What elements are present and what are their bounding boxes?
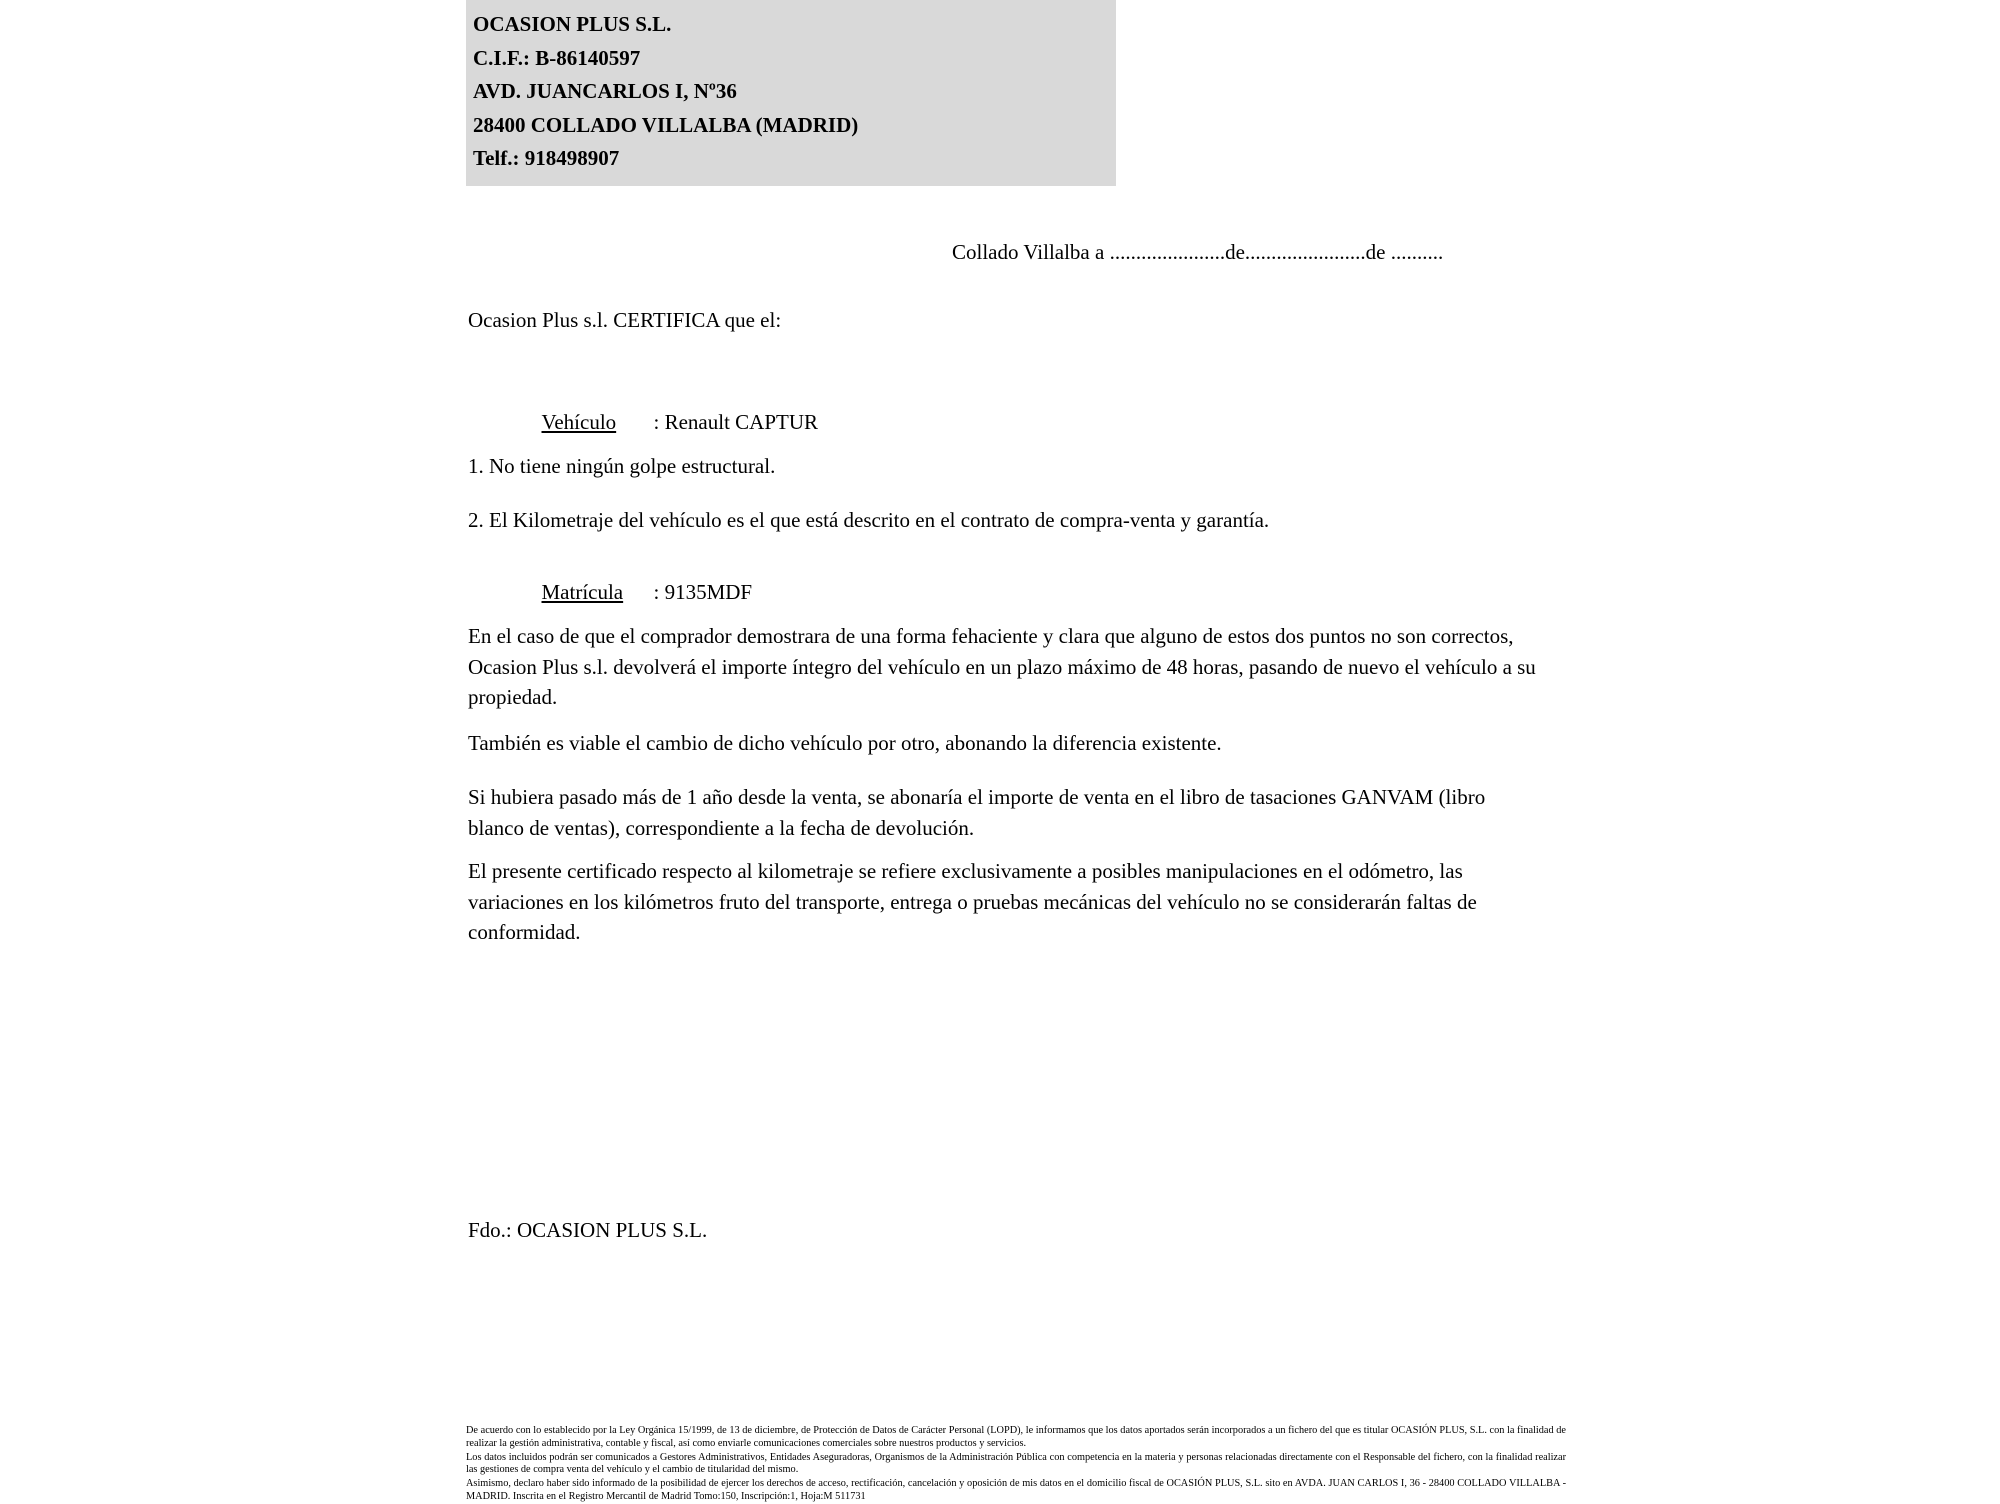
body-paragraph-3: Si hubiera pasado más de 1 año desde la venta, se abonaría el importe de venta en el libro de tasaciones GANVAM (libro blanco de ventas), correspondiente a la fecha de devolución. — [468, 785, 1486, 840]
vehicle-label: Vehículo — [541, 410, 617, 434]
company-phone: Telf.: 918498907 — [473, 146, 620, 170]
legal-footnote — [466, 1425, 1566, 1504]
vehicle-row — [468, 337, 818, 507]
company-cif: C.I.F.: B-86140597 — [473, 45, 641, 70]
point-item-2: 2. El Kilometraje del vehículo es el que está descrito en el contrato de compra-venta y garantía. — [468, 508, 1270, 532]
date-line: Collado Villalba a ......................de.......................de .......... — [952, 240, 1444, 264]
plate-value: : 9135MDF — [653, 580, 753, 604]
company-name: OCASION PLUS S.L. — [473, 12, 672, 36]
legal-line-1: De acuerdo con lo establecido por la Ley Orgánica 15/1999, de 13 de diciembre, de Protección de Datos de Carácter Personal (LOPD), le informamos que los datos aportados serán incorporados a un fichero del que es titular OCASIÓN PLUS, S.L. con la finalidad de realizar la gestión administrativa, contable y fiscal, así como enviarle comunicaciones comerciales sobre nuestros productos y servicios. — [466, 1425, 1566, 1449]
vehicle-value: : Renault CAPTUR — [653, 410, 819, 434]
certification-intro: Ocasion Plus s.l. CERTIFICA que el: — [468, 308, 782, 332]
point-item-1: 1. No tiene ningún golpe estructural. — [468, 454, 776, 478]
signature-line: Fdo.: OCASION PLUS S.L. — [468, 1218, 708, 1242]
plate-label: Matrícula — [541, 580, 624, 604]
legal-line-3: Asimismo, declaro haber sido informado de la posibilidad de ejercer los derechos de acceso, rectificación, cancelación y oposición de mis datos en el domicilio fiscal de OCASIÓN PLUS, S.L. sito en AVDA. JUAN CARLOS I, 36 - 28400 COLLADO VILLALBA - MADRID. Inscrita en el Registro Mercantil de Madrid Tomo:150, Inscripción:1, Hoja:M 511731 — [466, 1478, 1566, 1502]
company-address: AVD. JUANCARLOS I, Nº36 — [473, 79, 737, 103]
legal-line-2: Los datos incluidos podrán ser comunicados a Gestores Administrativos, Entidades Aseguradoras, Organismos de la Administración Pública con competencia en la materia y personas relacionadas directamente con el Responsable del fichero, con la finalidad realizar las gestiones de compra venta del vehículo y el cambio de titularidad del mismo. — [466, 1451, 1566, 1476]
letterhead-block — [466, 0, 1116, 186]
body-paragraph-4: El presente certificado respecto al kilometraje se refiere exclusivamente a posibles manipulaciones en el odómetro, las variaciones en los kilómetros fruto del transporte, entrega o pruebas mecánicas del vehículo no se considerarán faltas de conformidad. — [468, 859, 1477, 944]
body-paragraph-2: También es viable el cambio de dicho vehículo por otro, abonando la diferencia existente. — [468, 731, 1222, 755]
body-paragraph-1: En el caso de que el comprador demostrara de una forma fehaciente y clara que alguno de estos dos puntos no son correctos, Ocasion Plus s.l. devolverá el importe íntegro del vehículo en un plazo máximo de 48 horas, pasando de nuevo el vehículo a su propiedad. — [468, 624, 1536, 709]
company-city: 28400 COLLADO VILLALBA (MADRID) — [473, 112, 859, 137]
